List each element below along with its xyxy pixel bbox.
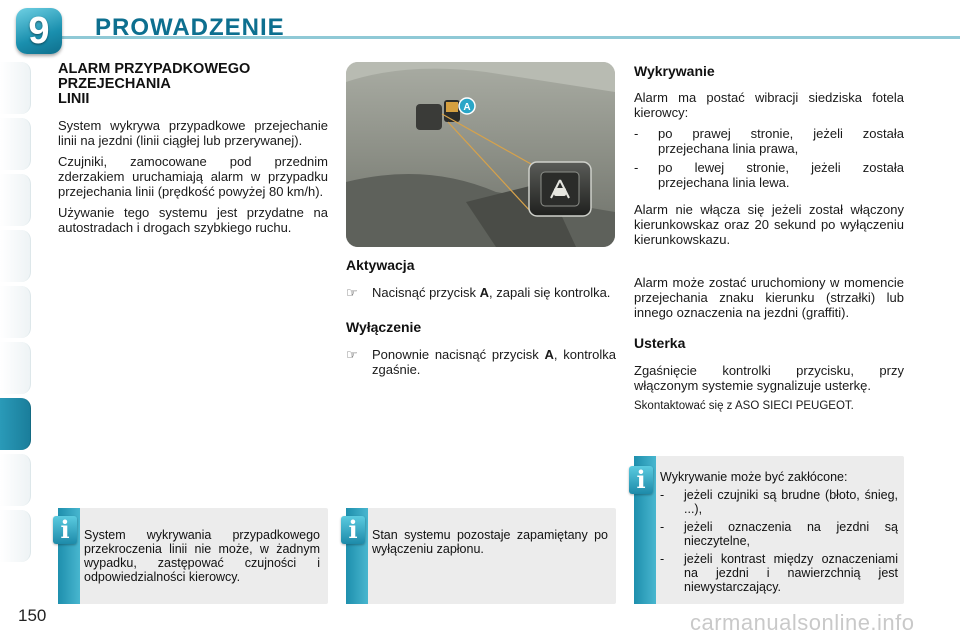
chapter-title: PROWADZENIE [95, 14, 285, 41]
paragraph: Skontaktować się z ASO SIECI PEUGEOT. [634, 400, 854, 412]
paragraph: Zgaśnięcie kontrolki przycisku, przy włączonym systemie sygnalizuje usterkę. [634, 363, 904, 393]
paragraph: Alarm nie włącza się jeżeli został włączony kierunkowskaz oraz 20 sekund po wyłączeniu kierunkowskazu. [634, 202, 904, 247]
info-icon: i [629, 466, 653, 494]
info-box-left [58, 508, 328, 604]
info-text: Wykrywanie może być zakłócone: - jeżeli czujniki są brudne (błoto, śnieg, ...), - jeżeli oznaczenia na jezdni są nieczytelne, - jeżeli kontrast między oznaczeniami na jezdni i nawierzchnią jest niewystarczający. [660, 470, 898, 594]
right-column [634, 64, 904, 420]
info-box-middle [346, 508, 616, 604]
info-icon: i [341, 516, 365, 544]
list-item: - po prawej stronie, jeżeli została przejechana linia prawa, [634, 126, 904, 156]
chapter-badge [16, 8, 62, 54]
list-item: - jeżeli czujniki są brudne (błoto, śnieg, ...), [660, 488, 898, 516]
chapter-tab[interactable] [0, 286, 31, 338]
list-item: - jeżeli kontrast między oznaczeniami na jezdni i nawierzchnią jest niewystarczający. [660, 552, 898, 594]
activation-instruction: ☞ Nacisnąć przycisk A, zapali się kontrolka. [346, 285, 611, 300]
paragraph: Używanie tego systemu jest przydatne na autostradach i drogach szybkiego ruchu. [58, 205, 328, 235]
page-header [0, 0, 960, 50]
deactivation-instruction: ☞ Ponownie nacisnąć przycisk A, kontrolka zgaśnie. [346, 347, 616, 377]
photo-button-label: A [463, 102, 471, 113]
info-box-right [634, 456, 904, 604]
chapter-number: 9 [28, 10, 50, 52]
page-number: 150 [18, 606, 47, 625]
info-icon: i [53, 516, 77, 544]
info-text: Stan systemu pozostaje zapamiętany po wyłączeniu zapłonu. [372, 528, 608, 556]
list-item: - jeżeli oznaczenia na jezdni są nieczytelne, [660, 520, 898, 548]
paragraph: Czujniki, zamocowane pod przednim zderzakiem uruchamiają alarm w przypadku przejechania linii (prędkość powyżej 80 km/h). [58, 154, 328, 199]
list-item: - po lewej stronie, jeżeli została przejechana linia lewa. [634, 160, 904, 190]
chapter-tab-active[interactable] [0, 398, 31, 450]
paragraph: Alarm ma postać wibracji siedziska fotela kierowcy: [634, 90, 904, 120]
middle-column [346, 258, 616, 377]
paragraph: System wykrywa przypadkowe przejechanie linii na jezdni (linii ciągłej lub przerywanej). [58, 118, 328, 148]
chapter-tab[interactable] [0, 454, 31, 506]
pointer-icon: ☞ [346, 285, 358, 300]
section-title-lane-alarm: ALARM PRZYPADKOWEGO PRZEJECHANIA LINII [58, 61, 251, 107]
chapter-tabs [0, 62, 34, 582]
section-title-deactivation: Wyłączenie [346, 319, 422, 335]
dashboard-illustration [346, 62, 615, 247]
chapter-tab[interactable] [0, 174, 31, 226]
chapter-tab[interactable] [0, 230, 31, 282]
section-title-detection: Wykrywanie [634, 63, 715, 79]
watermark: carmanualsonline.info [690, 610, 915, 635]
section-title-fault: Usterka [634, 335, 686, 351]
paragraph: Alarm może zostać uruchomiony w momencie przejechania znaku kierunku (strzałki) lub innego oznaczenia na jezdni (graffiti). [634, 275, 904, 320]
chapter-tab[interactable] [0, 62, 31, 114]
left-column [58, 62, 328, 241]
pointer-icon: ☞ [346, 347, 358, 362]
dashboard-photo [346, 62, 615, 247]
chapter-tab[interactable] [0, 118, 31, 170]
chapter-tab[interactable] [0, 510, 31, 562]
chapter-tab[interactable] [0, 342, 31, 394]
info-text: System wykrywania przypadkowego przekroczenia linii nie może, w żadnym wypadku, zastępować czujności i odpowiedzialności kierowcy. [84, 528, 320, 584]
section-title-activation: Aktywacja [346, 257, 415, 273]
